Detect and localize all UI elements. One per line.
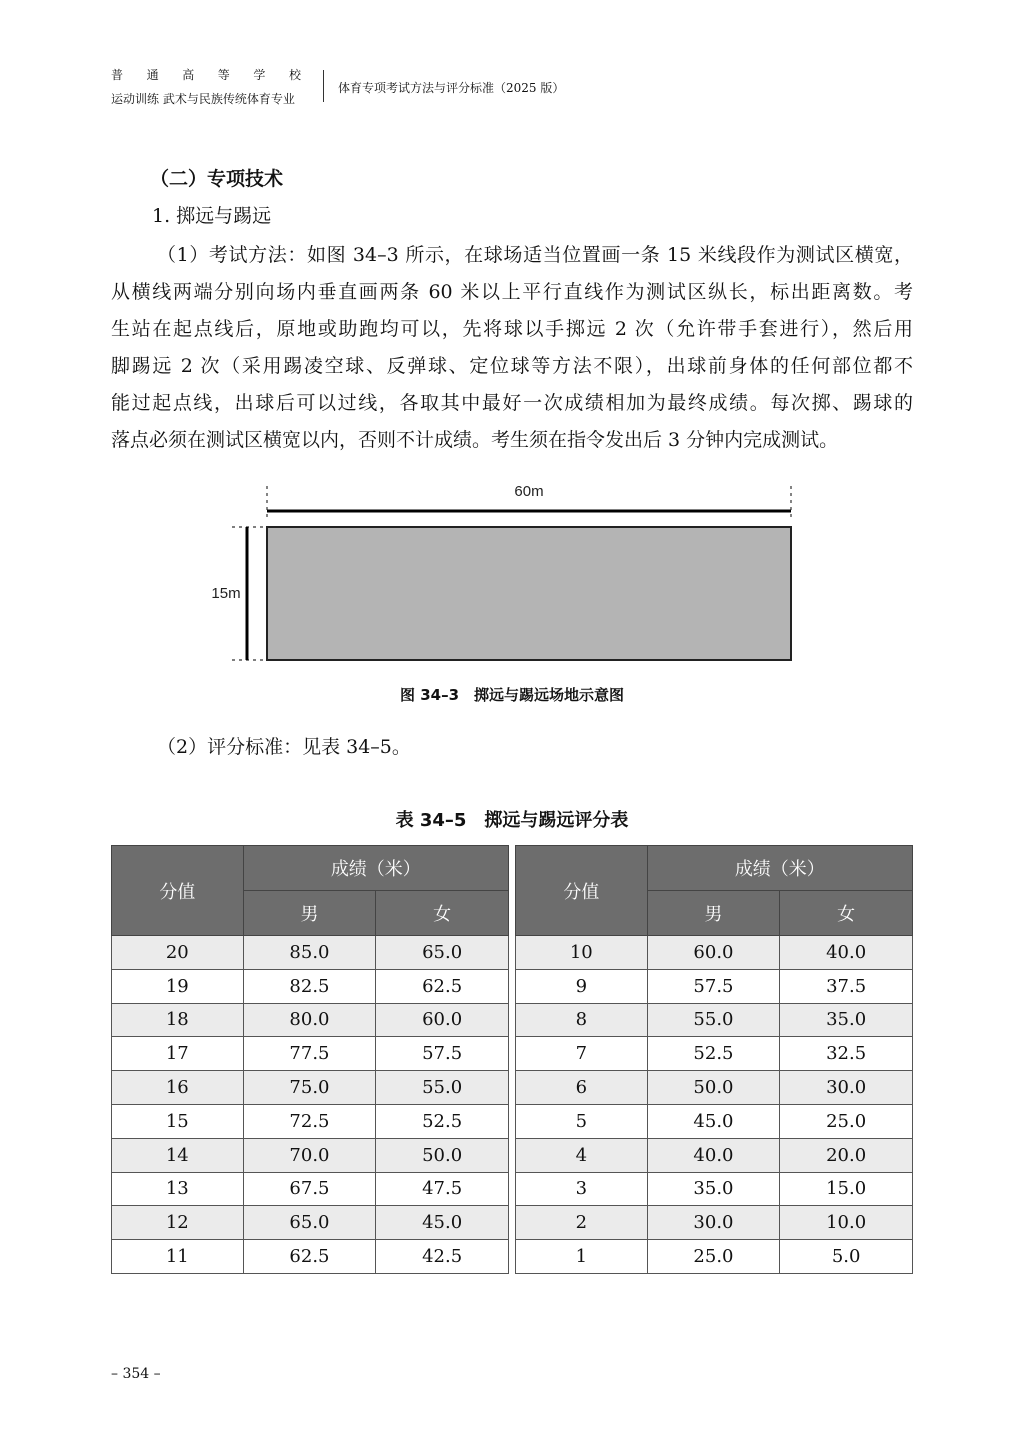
female-result-cell: 15.0 bbox=[780, 1172, 913, 1206]
female-result-cell: 55.0 bbox=[376, 1071, 509, 1105]
male-result-cell: 65.0 bbox=[243, 1206, 376, 1240]
header-score: 分值 bbox=[516, 846, 648, 936]
table-row bbox=[112, 1240, 509, 1274]
header-char: 学 bbox=[253, 68, 266, 82]
score-cell: 7 bbox=[516, 1037, 648, 1071]
height-label: 15m bbox=[211, 585, 241, 602]
female-result-cell: 47.5 bbox=[376, 1172, 509, 1206]
male-result-cell: 72.5 bbox=[243, 1104, 376, 1138]
female-result-cell: 62.5 bbox=[376, 969, 509, 1003]
female-result-cell: 52.5 bbox=[376, 1104, 509, 1138]
width-label: 60m bbox=[514, 483, 544, 500]
score-cell: 20 bbox=[112, 936, 244, 970]
score-cell: 9 bbox=[516, 969, 648, 1003]
test-field-area bbox=[267, 527, 791, 660]
header-divider bbox=[323, 70, 324, 102]
header-male: 男 bbox=[647, 891, 780, 936]
score-cell: 6 bbox=[516, 1071, 648, 1105]
male-result-cell: 85.0 bbox=[243, 936, 376, 970]
score-cell: 5 bbox=[516, 1104, 648, 1138]
male-result-cell: 80.0 bbox=[243, 1003, 376, 1037]
male-result-cell: 62.5 bbox=[243, 1240, 376, 1274]
header-major-line: 运动训练 武术与民族传统体育专业 bbox=[111, 92, 295, 106]
male-result-cell: 35.0 bbox=[647, 1172, 780, 1206]
header-char: 普 bbox=[111, 68, 124, 82]
header-result: 成绩（米） bbox=[647, 846, 912, 891]
score-cell: 13 bbox=[112, 1172, 244, 1206]
table-row bbox=[516, 936, 913, 970]
subsection-title: 1. 掷远与踢远 bbox=[152, 205, 272, 227]
male-result-cell: 30.0 bbox=[647, 1206, 780, 1240]
male-result-cell: 55.0 bbox=[647, 1003, 780, 1037]
female-result-cell: 30.0 bbox=[780, 1071, 913, 1105]
table-row bbox=[516, 1104, 913, 1138]
female-result-cell: 32.5 bbox=[780, 1037, 913, 1071]
table-row bbox=[516, 1003, 913, 1037]
page-number: – 354 – bbox=[111, 1366, 161, 1382]
female-result-cell: 5.0 bbox=[780, 1240, 913, 1274]
female-result-cell: 20.0 bbox=[780, 1138, 913, 1172]
score-cell: 12 bbox=[112, 1206, 244, 1240]
score-cell: 3 bbox=[516, 1172, 648, 1206]
table-row bbox=[112, 969, 509, 1003]
score-cell: 16 bbox=[112, 1071, 244, 1105]
score-table-right bbox=[515, 845, 913, 1274]
header-char: 通 bbox=[146, 68, 159, 82]
male-result-cell: 82.5 bbox=[243, 969, 376, 1003]
table-row bbox=[516, 1037, 913, 1071]
score-cell: 18 bbox=[112, 1003, 244, 1037]
score-cell: 15 bbox=[112, 1104, 244, 1138]
table-row bbox=[112, 1037, 509, 1071]
running-header-right: 体育专项考试方法与评分标准（2025 版） bbox=[338, 81, 565, 95]
header-result: 成绩（米） bbox=[243, 846, 508, 891]
header-char: 高 bbox=[182, 68, 195, 82]
table-row bbox=[112, 1104, 509, 1138]
header-school-line bbox=[111, 66, 301, 83]
table-row bbox=[112, 1003, 509, 1037]
female-result-cell: 60.0 bbox=[376, 1003, 509, 1037]
female-result-cell: 50.0 bbox=[376, 1138, 509, 1172]
paragraph-line: 从横线两端分别向场内垂直画两条 60 米以上平行直线作为测试区纵长，标出距离数。考 bbox=[111, 281, 913, 303]
table-row bbox=[516, 1206, 913, 1240]
header-score: 分值 bbox=[112, 846, 244, 936]
table-row bbox=[112, 936, 509, 970]
female-result-cell: 25.0 bbox=[780, 1104, 913, 1138]
male-result-cell: 70.0 bbox=[243, 1138, 376, 1172]
male-result-cell: 45.0 bbox=[647, 1104, 780, 1138]
male-result-cell: 67.5 bbox=[243, 1172, 376, 1206]
female-result-cell: 40.0 bbox=[780, 936, 913, 970]
header-female: 女 bbox=[376, 891, 509, 936]
male-result-cell: 50.0 bbox=[647, 1071, 780, 1105]
table-row bbox=[112, 1071, 509, 1105]
score-cell: 8 bbox=[516, 1003, 648, 1037]
score-cell: 19 bbox=[112, 969, 244, 1003]
female-result-cell: 45.0 bbox=[376, 1206, 509, 1240]
field-diagram bbox=[200, 474, 810, 674]
figure-caption: 图 34–3 掷远与踢远场地示意图 bbox=[399, 686, 625, 704]
male-result-cell: 60.0 bbox=[647, 936, 780, 970]
score-cell: 17 bbox=[112, 1037, 244, 1071]
score-cell: 11 bbox=[112, 1240, 244, 1274]
female-result-cell: 57.5 bbox=[376, 1037, 509, 1071]
female-result-cell: 35.0 bbox=[780, 1003, 913, 1037]
male-result-cell: 75.0 bbox=[243, 1071, 376, 1105]
running-header-left bbox=[111, 66, 316, 107]
female-result-cell: 37.5 bbox=[780, 969, 913, 1003]
table-caption: 表 34–5 掷远与踢远评分表 bbox=[395, 810, 629, 831]
score-cell: 1 bbox=[516, 1240, 648, 1274]
score-cell: 4 bbox=[516, 1138, 648, 1172]
paragraph-line: 生站在起点线后，原地或助跑均可以，先将球以手掷远 2 次（允许带手套进行），然后用 bbox=[111, 318, 913, 340]
score-table-left bbox=[111, 845, 509, 1274]
table-row bbox=[112, 1206, 509, 1240]
paragraph-line: 脚踢远 2 次（采用踢凌空球、反弹球、定位球等方法不限），出球前身体的任何部位都不 bbox=[111, 355, 913, 377]
female-result-cell: 42.5 bbox=[376, 1240, 509, 1274]
male-result-cell: 40.0 bbox=[647, 1138, 780, 1172]
table-row bbox=[112, 1138, 509, 1172]
header-char: 等 bbox=[217, 68, 230, 82]
table-row bbox=[112, 1172, 509, 1206]
female-result-cell: 10.0 bbox=[780, 1206, 913, 1240]
table-row bbox=[516, 1240, 913, 1274]
table-row bbox=[516, 1071, 913, 1105]
table-row bbox=[516, 1138, 913, 1172]
paragraph-line: 落点必须在测试区横宽以内，否则不计成绩。考生须在指令发出后 3 分钟内完成测试。 bbox=[111, 429, 839, 451]
male-result-cell: 77.5 bbox=[243, 1037, 376, 1071]
test-method-paragraph bbox=[111, 237, 913, 459]
score-cell: 10 bbox=[516, 936, 648, 970]
paragraph-line: 能过起点线，出球后可以过线，各取其中最好一次成绩相加为最终成绩。每次掷、踢球的 bbox=[111, 392, 913, 414]
header-male: 男 bbox=[243, 891, 376, 936]
score-cell: 14 bbox=[112, 1138, 244, 1172]
section-title: （二）专项技术 bbox=[150, 168, 284, 190]
table-row bbox=[516, 969, 913, 1003]
male-result-cell: 25.0 bbox=[647, 1240, 780, 1274]
header-char: 校 bbox=[288, 68, 301, 82]
male-result-cell: 57.5 bbox=[647, 969, 780, 1003]
table-row bbox=[516, 1172, 913, 1206]
female-result-cell: 65.0 bbox=[376, 936, 509, 970]
score-cell: 2 bbox=[516, 1206, 648, 1240]
header-female: 女 bbox=[780, 891, 913, 936]
paragraph-line: （1）考试方法：如图 34–3 所示，在球场适当位置画一条 15 米线段作为测试区横宽， bbox=[157, 244, 913, 266]
male-result-cell: 52.5 bbox=[647, 1037, 780, 1071]
scoring-reference: （2）评分标准：见表 34–5。 bbox=[157, 736, 411, 758]
